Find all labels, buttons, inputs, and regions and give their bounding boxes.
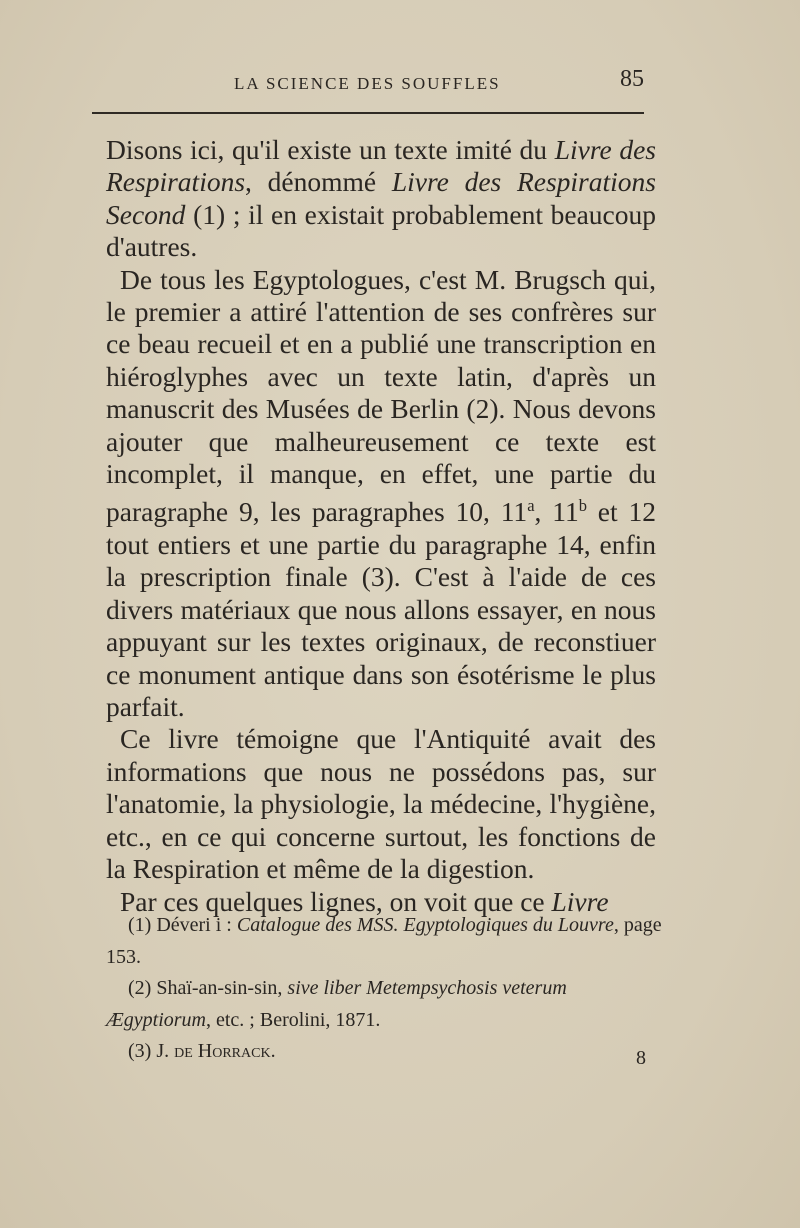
text-run: , 11 — [534, 496, 579, 528]
superscript: b — [578, 496, 587, 516]
text-run: . — [270, 1040, 276, 1062]
running-title: LA SCIENCE DES SOUFFLES — [234, 74, 501, 93]
text-run: Disons ici, qu'il existe un texte imité du — [106, 134, 555, 165]
paragraph — [106, 723, 656, 885]
text-run: Par ces quelques lignes, on voit que ce — [120, 885, 552, 917]
footnotes — [106, 910, 666, 1068]
small-caps-text: de Horrack — [174, 1040, 271, 1062]
text-run: , page 153. — [106, 914, 662, 968]
italic-text: Catalogue des MSS. Egyptologiques du Louvre — [236, 914, 614, 936]
paragraph — [106, 134, 656, 264]
signature-mark: 8 — [636, 1047, 646, 1069]
text-run: (1) ; il en existait probablement beaucoup d'autres. — [106, 198, 656, 263]
footnote — [106, 1036, 666, 1068]
text-run: De tous les Egyptologues, c'est M. Brugsch qui, le premier a attiré l'attention de ses confrères sur ce beau recueil et en a publié une transcription en hiéroglyphes avec un texte latin, d'après un manuscrit des Musées de Berlin (2). Nous devons ajouter que malheureusement ce texte est incomplet, il manque, en effet, une partie du paragraphe 9, les paragraphes 10, 11 — [106, 263, 656, 528]
text-run: , dénommé — [245, 166, 392, 198]
text-run: et 12 tout entiers et une partie du paragraphe 14, enfin la prescription finale (3). C'est à l'aide de ces divers matériaux que nous allons essayer, en nous appuyant sur les textes originaux, de reconstiuer ce monument antique dans son ésotérisme le plus parfait. — [106, 496, 656, 723]
text-run: , etc. ; Berolini, 1871. — [206, 1008, 381, 1031]
text-run: (2) Shaï-an-sin-sin, — [128, 977, 288, 999]
italic-text: Livre des Respirations — [106, 134, 657, 198]
body-text — [106, 134, 656, 918]
italic-text: sive liber Metempsychosis veterum Ægyptiorum — [106, 977, 567, 1031]
footnote — [106, 973, 666, 1036]
text-run: Ce livre témoigne que l'Antiquité avait des informations que nous ne possédons pas, sur l'anatomie, la physiologie, la médecine, l'hygiène, etc., en ce qui concerne surtout, les fonctions de la Respiration et même de la digestion. — [106, 723, 656, 885]
page-number: 85 — [620, 66, 644, 92]
text-run: (3) J. — [128, 1040, 175, 1062]
italic-text: Livre — [551, 885, 609, 917]
header-rule — [92, 112, 644, 114]
superscript: a — [527, 496, 535, 516]
text-run: (1) Déveri i : — [128, 914, 237, 936]
footnote — [106, 910, 666, 973]
paragraph — [106, 264, 656, 724]
italic-text: Livre des Respirations Second — [106, 166, 656, 230]
